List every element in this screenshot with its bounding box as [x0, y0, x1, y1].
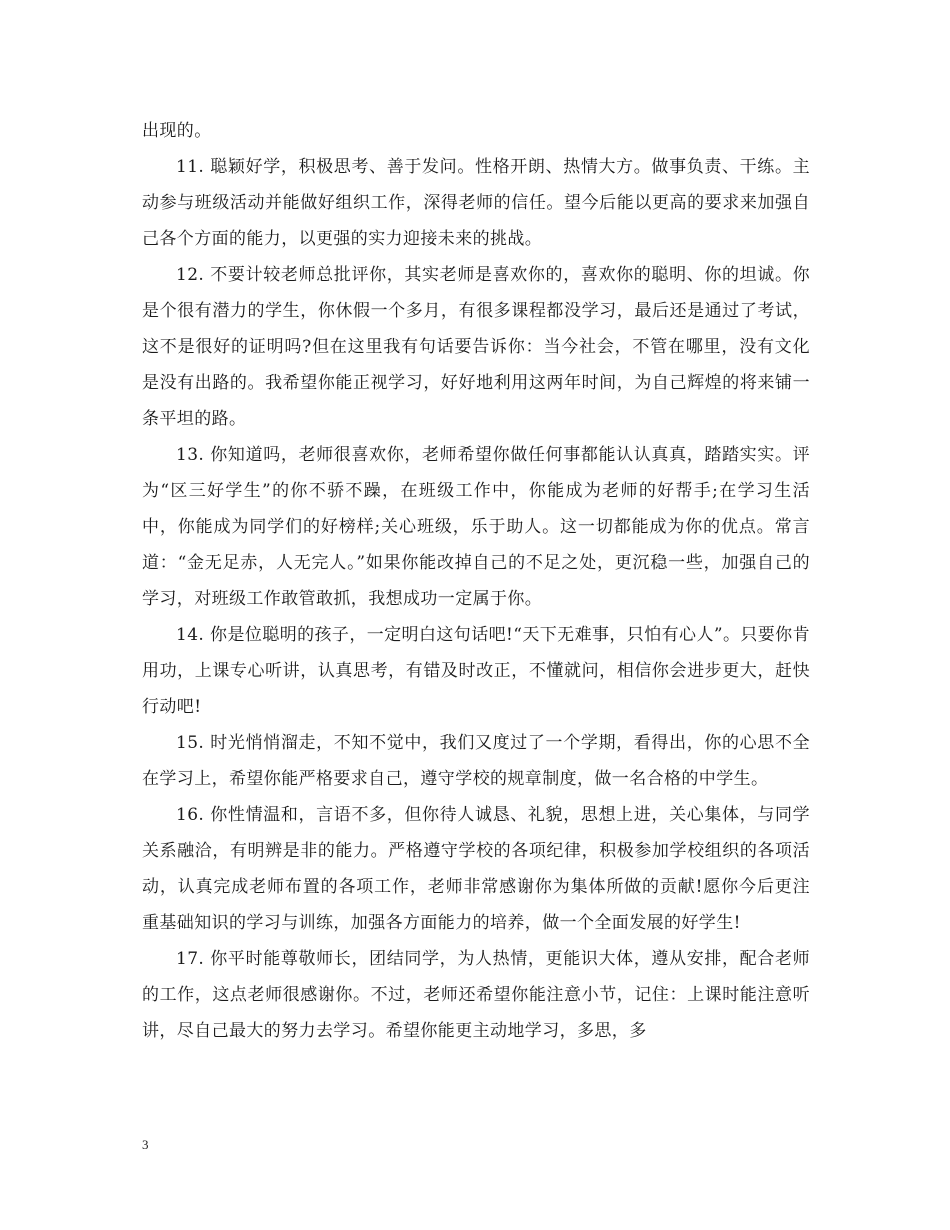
paragraph-13: 13. 你知道吗，老师很喜欢你，老师希望你做任何事都能认认真真，踏踏实实。评为“区三好学生”的你不骄不躁，在班级工作中，你能成为老师的好帮手;在学习生活中，你能成为同学们的好榜样;关心班级，乐于助人。这一切都能成为你的优点。常言道：“金无足赤，人无完人。”如果你能改掉自己的不足之处，更沉稳一些，加强自己的学习，对班级工作敢管敢抓，我想成功一定属于你。	[142, 445, 810, 609]
paragraph-15: 15. 时光悄悄溜走，不知不觉中，我们又度过了一个学期，看得出，你的心思不全在学习上，希望你能严格要求自己，遵守学校的规章制度，做一名合格的中学生。	[142, 733, 810, 789]
paragraph-16: 16. 你性情温和，言语不多，但你待人诚恳、礼貌，思想上进，关心集体，与同学关系融洽，有明辨是非的能力。严格遵守学校的各项纪律，积极参加学校组织的各项活动，认真完成老师布置的各项工作，老师非常感谢你为集体所做的贡献!愿你今后更注重基础知识的学习与训练，加强各方面能力的培养，做一个全面发展的好学生!	[142, 805, 810, 933]
paragraph-14: 14. 你是位聪明的孩子，一定明白这句话吧!“天下无难事，只怕有心人”。只要你肯用功，上课专心听讲，认真思考，有错及时改正，不懂就问，相信你会进步更大，赶快行动吧!	[142, 625, 810, 717]
paragraph-11: 11. 聪颖好学，积极思考、善于发问。性格开朗、热情大方。做事负责、干练。主动参与班级活动并能做好组织工作，深得老师的信任。望今后能以更高的要求来加强自己各个方面的能力，以更强的实力迎接未来的挑战。	[142, 157, 810, 249]
paragraph-17: 17. 你平时能尊敬师长，团结同学，为人热情，更能识大体，遵从安排，配合老师的工作，这点老师很感谢你。不过，老师还希望你能注意小节，记住：上课时能注意听讲，尽自己最大的努力去学习。希望你能更主动地学习，多思，多	[142, 949, 810, 1041]
document-body	[142, 113, 810, 1049]
paragraph-12: 12. 不要计较老师总批评你，其实老师是喜欢你的，喜欢你的聪明、你的坦诚。你是个很有潜力的学生，你休假一个多月，有很多课程都没学习，最后还是通过了考试，这不是很好的证明吗?但在这里我有句话要告诉你：当今社会，不管在哪里，没有文化是没有出路的。我希望你能正视学习，好好地利用这两年时间，为自己辉煌的将来铺一条平坦的路。	[142, 265, 810, 429]
page-number: 3	[142, 1137, 149, 1152]
paragraph-continued: 出现的。	[142, 121, 212, 141]
